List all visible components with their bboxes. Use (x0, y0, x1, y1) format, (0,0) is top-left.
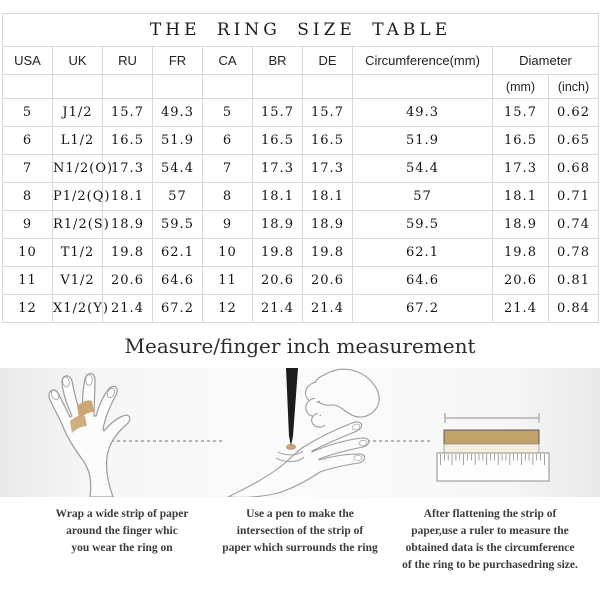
table-cell: 18.9 (303, 211, 353, 239)
table-subheader-row (3, 75, 599, 99)
step-caption-1 (22, 506, 222, 557)
table-cell: 18.1 (493, 183, 549, 211)
table-cell: 0.74 (549, 211, 599, 239)
caption-line: of the ring to be purchasedring size. (402, 559, 578, 571)
table-cell: 57 (353, 183, 493, 211)
step-caption-3 (392, 506, 588, 574)
table-cell: 19.8 (253, 239, 303, 267)
caption-line: you wear the ring on (71, 542, 173, 554)
ring-size-table (2, 13, 599, 323)
table-cell: 15.7 (103, 99, 153, 127)
table-cell: 19.8 (303, 239, 353, 267)
table-cell: X1/2(Y) (53, 295, 103, 323)
table-cell: 16.5 (493, 127, 549, 155)
col-header-ca: CA (203, 47, 253, 75)
table-cell: 0.71 (549, 183, 599, 211)
table-cell: 16.5 (303, 127, 353, 155)
table-cell: 62.1 (153, 239, 203, 267)
table-cell: N1/2(O) (53, 155, 103, 183)
table-cell: 0.81 (549, 267, 599, 295)
col-header-de: DE (303, 47, 353, 75)
subheader-empty (3, 75, 53, 99)
table-cell: L1/2 (53, 127, 103, 155)
section-title: Measure/finger inch measurement (124, 334, 476, 358)
table-cell: 15.7 (303, 99, 353, 127)
table-cell: 15.7 (493, 99, 549, 127)
table-cell: 18.9 (253, 211, 303, 239)
table-cell: 62.1 (353, 239, 493, 267)
subheader-empty (53, 75, 103, 99)
table-cell: V1/2 (53, 267, 103, 295)
table-cell: 17.3 (103, 155, 153, 183)
table-cell: T1/2 (53, 239, 103, 267)
caption-line: intersection of the strip of (236, 525, 364, 537)
subheader-diameter-mm: (mm) (493, 75, 549, 99)
table-row (3, 155, 599, 183)
col-header-ru: RU (103, 47, 153, 75)
table-cell: 59.5 (353, 211, 493, 239)
table-cell: 15.7 (253, 99, 303, 127)
caption-line: paper which surrounds the ring (222, 542, 378, 554)
table-body (3, 99, 599, 323)
table-cell: 8 (203, 183, 253, 211)
caption-line: obtained data is the circumference (405, 542, 575, 554)
table-cell: 54.4 (153, 155, 203, 183)
table-cell: R1/2(S) (53, 211, 103, 239)
table-cell: 20.6 (303, 267, 353, 295)
table-cell: 17.3 (303, 155, 353, 183)
table-row (3, 183, 599, 211)
table-cell: 19.8 (493, 239, 549, 267)
step-caption-2 (202, 506, 398, 557)
table-row (3, 127, 599, 155)
table-cell: 18.9 (103, 211, 153, 239)
table-cell: 10 (3, 239, 53, 267)
table-row (3, 99, 599, 127)
table-cell: 18.1 (103, 183, 153, 211)
subheader-empty (353, 75, 493, 99)
caption-line: paper,use a ruler to measure the (411, 525, 569, 537)
subheader-empty (153, 75, 203, 99)
table-cell: 67.2 (153, 295, 203, 323)
table-cell: 57 (153, 183, 203, 211)
table-cell: P1/2(Q) (53, 183, 103, 211)
hand-with-paper-strip-icon (20, 368, 190, 497)
subheader-empty (103, 75, 153, 99)
subheader-empty (203, 75, 253, 99)
caption-line: Wrap a wide strip of paper (55, 508, 189, 520)
table-header-row (3, 47, 599, 75)
table-cell: 67.2 (353, 295, 493, 323)
table-cell: 51.9 (153, 127, 203, 155)
table-cell: 0.78 (549, 239, 599, 267)
pen-marking-strip-icon (212, 368, 402, 497)
caption-line: around the finger whic (66, 525, 178, 537)
subheader-empty (253, 75, 303, 99)
col-header-uk: UK (53, 47, 103, 75)
table-cell: 54.4 (353, 155, 493, 183)
table-cell: 19.8 (103, 239, 153, 267)
table-cell: 11 (3, 267, 53, 295)
table-cell: 21.4 (303, 295, 353, 323)
table-cell: 0.68 (549, 155, 599, 183)
caption-line: After flattening the strip of (423, 508, 557, 520)
table-title-row (3, 14, 599, 47)
table-title: THE RING SIZE TABLE (3, 14, 599, 47)
table-cell: 6 (3, 127, 53, 155)
table-cell: J1/2 (53, 99, 103, 127)
illustration-band (0, 368, 600, 497)
table-cell: 51.9 (353, 127, 493, 155)
table-cell: 5 (3, 99, 53, 127)
col-header-br: BR (253, 47, 303, 75)
table-cell: 5 (203, 99, 253, 127)
table-cell: 21.4 (493, 295, 549, 323)
col-header-usa: USA (3, 47, 53, 75)
table-cell: 64.6 (353, 267, 493, 295)
table-cell: 9 (203, 211, 253, 239)
table-cell: 6 (203, 127, 253, 155)
table-row (3, 239, 599, 267)
table-cell: 21.4 (103, 295, 153, 323)
table-cell: 7 (3, 155, 53, 183)
ruler-measuring-strip-icon (432, 368, 562, 497)
table-cell: 20.6 (253, 267, 303, 295)
subheader-empty (303, 75, 353, 99)
table-cell: 9 (3, 211, 53, 239)
table-cell: 17.3 (493, 155, 549, 183)
table-cell: 20.6 (493, 267, 549, 295)
table-cell: 0.62 (549, 99, 599, 127)
table-cell: 8 (3, 183, 53, 211)
subheader-diameter-inch: (inch) (549, 75, 599, 99)
table-cell: 49.3 (153, 99, 203, 127)
table-cell: 17.3 (253, 155, 303, 183)
table-row (3, 211, 599, 239)
table-cell: 20.6 (103, 267, 153, 295)
table-cell: 18.1 (303, 183, 353, 211)
table-cell: 0.65 (549, 127, 599, 155)
table-cell: 18.1 (253, 183, 303, 211)
table-cell: 16.5 (103, 127, 153, 155)
table-cell: 11 (203, 267, 253, 295)
col-header-diameter: Diameter (493, 47, 599, 75)
table-cell: 64.6 (153, 267, 203, 295)
col-header-fr: FR (153, 47, 203, 75)
table-cell: 16.5 (253, 127, 303, 155)
table-cell: 18.9 (493, 211, 549, 239)
table-cell: 21.4 (253, 295, 303, 323)
table-cell: 0.84 (549, 295, 599, 323)
table-row (3, 267, 599, 295)
table-cell: 49.3 (353, 99, 493, 127)
table-cell: 7 (203, 155, 253, 183)
table-row (3, 295, 599, 323)
table-cell: 12 (3, 295, 53, 323)
table-cell: 59.5 (153, 211, 203, 239)
caption-line: Use a pen to make the (246, 508, 354, 520)
col-header-circumference: Circumference(mm) (353, 47, 493, 75)
table-cell: 12 (203, 295, 253, 323)
table-cell: 10 (203, 239, 253, 267)
